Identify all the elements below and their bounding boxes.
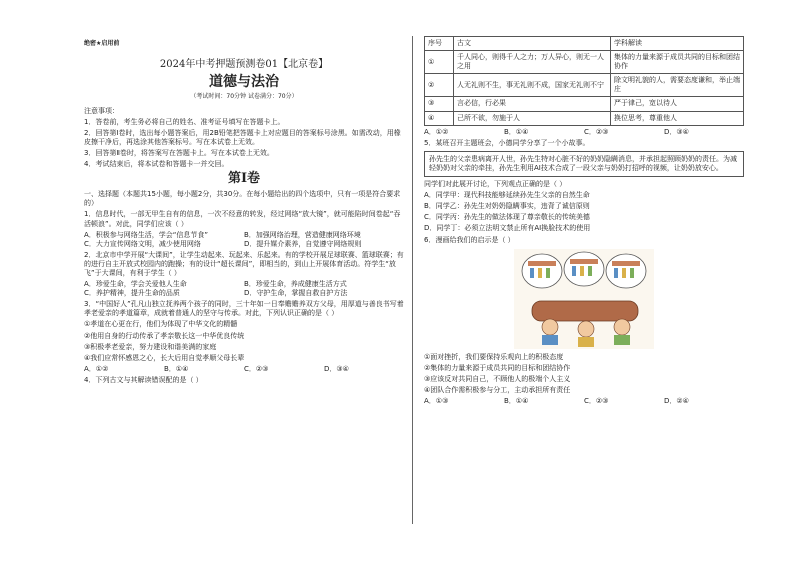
table-cell: 言必信，行必果 [454, 97, 611, 111]
question-3-stem: 3．“中国好人”孔凡山独立抚养两个孩子的同时，三十年如一日奉赡赡养双方父母，用厚道与善良书写着孝老爱亲的孝道篇章，成就着普通人的坚守与传承。对此，下列认识正确的是（ ） [84, 300, 404, 318]
option-d[interactable]: D．提升媒介素养，自觉遵守网络规则 [244, 239, 362, 248]
cartoon-illustration [514, 249, 654, 349]
right-column [424, 36, 744, 406]
question-1-options [84, 231, 404, 249]
exam-meta: （考试时间：70分钟 试卷满分：70分） [190, 92, 298, 100]
note-item: 4．考试结束后，将本试卷和答题卡一并交回。 [84, 160, 229, 169]
thought-bubble-left [522, 254, 562, 288]
option-c[interactable]: C．大力宣传网络文明，减少使用网络 [84, 239, 201, 248]
option-a[interactable]: A．积极参与网络生活，学会“信息节食” [84, 230, 209, 239]
table-cell: ① [425, 51, 454, 74]
table-row [425, 51, 744, 74]
table-header: 古文 [454, 37, 611, 51]
option-c[interactable]: C．②③ [584, 396, 609, 405]
notes-heading: 注意事项： [84, 106, 119, 115]
table-row [425, 111, 744, 125]
table-cell: 千人同心，则得千人之力；万人异心，则无一人之用 [454, 51, 611, 74]
question-2-stem: 2．北京市中学开展“大课间”，让学生动起来、玩起来、乐起来。有的学校开展足球联赛、篮球联赛；有的进行自主开放式校园内的跑操；有的设计“超长课间”，即相当的，到山上开展体育活动。符学生“放飞”于大课间，有利于学生（ ） [84, 250, 404, 277]
statement-item: ②集体的力量来源于成员共同的目标和团结协作 [424, 363, 571, 372]
option-d[interactable]: D．③④ [664, 127, 689, 136]
person-middle [578, 321, 594, 337]
section-title: 第Ⅰ卷 [227, 171, 261, 187]
option-d[interactable]: D．守护生命，掌握自救自护方法 [244, 289, 348, 298]
option-a[interactable]: A．①② [424, 127, 449, 136]
thought-bubble-middle [564, 252, 604, 286]
subject-title: 道德与法治 [209, 73, 279, 90]
statement-item: ②他用自身的行动传承了孝亲敬长这一中华优良传统 [84, 331, 245, 340]
question-2-options [84, 280, 404, 298]
table-cell: 人无礼则不生，事无礼则不成，国家无礼则不宁 [454, 74, 611, 97]
person-left [542, 319, 558, 335]
question-6-stem: 6．漫画给我们的启示是（ ） [424, 235, 515, 244]
log-shape [532, 301, 638, 321]
statement-item: ④团队合作需积极参与分工，主动承担所有责任 [424, 385, 571, 394]
question-1-stem: 1．信息时代，一部无甲生自有的信息，一次不经意的转发，经过网络“放大镜”，就可能陷时间卷起“吞活顿浪”。对此，同学们应该（ ） [84, 210, 401, 228]
note-item: 1．答卷前，考生务必将自己的姓名、准考证号填写在答题卡上。 [84, 117, 285, 126]
person-right [614, 319, 630, 335]
option-a[interactable]: A．①③ [424, 396, 449, 405]
statement-item: ③应该反对共同自己，不顾他人的极端个人主义 [424, 374, 571, 383]
section-intro: 一、选择题（本题共15小题，每小题2分，共30分。在每小题给出的四个选项中，只有一项是符合要求的） [84, 190, 401, 208]
option-b[interactable]: B．珍爱生命，养成健康生活方式 [244, 280, 347, 289]
table-cell: 严于律己，宽以待人 [611, 97, 744, 111]
option-a[interactable]: A．珍爱生命，学会关爱他人生命 [84, 280, 187, 289]
table-cell: 除文明礼貌的人，需要态度谦和，举止端庄 [611, 74, 744, 97]
question-4-stem: 4．下列古文与其解读错误配的是（ ） [84, 375, 203, 384]
question-6-options [424, 397, 744, 406]
option-b[interactable]: B．加强网络治理，营造健康网络环境 [244, 230, 361, 239]
statement-item: ③积极孝老爱亲，努力建设和谐美满的家庭 [84, 342, 217, 351]
secret-mark: 绝密★启用前 [84, 40, 120, 47]
option-c[interactable]: C．同学丙：孙先生的做法体现了尊亲敬长的传统美德 [424, 213, 590, 222]
option-b[interactable]: B．①④ [504, 396, 529, 405]
table-cell: ③ [425, 97, 454, 111]
exam-title: 2024年中考押题预测卷01【北京卷】 [159, 58, 329, 70]
statement-item: ①孝道在心更在行，他们为体现了中华文化的精髓 [84, 320, 238, 329]
story-box: 孙先生的父亲患病离开人世，孙先生特对心脏不好的奶奶隐瞒消息，并承担起照顾奶奶的责任。为减轻奶奶对父亲的牵挂，孙先生利用AI技术合成了一段父亲与奶奶打招呼的视频，让奶奶放安心。 [424, 151, 744, 177]
table-cell: 集体的力量来源于成员共同的目标和团结协作 [611, 51, 744, 74]
question-5-lead: 同学们对此展开讨论，下列观点正确的是（ ） [424, 180, 567, 189]
table-row [425, 74, 744, 97]
option-b[interactable]: B．同学乙：孙先生对奶奶隐瞒事实，违背了诚信原则 [424, 202, 590, 211]
note-item: 3．回答第Ⅱ卷时，将答案写在答题卡上。写在本试卷上无效。 [84, 149, 274, 158]
column-divider [412, 36, 413, 524]
thought-bubble-right [606, 254, 646, 288]
option-a[interactable]: A．同学甲：现代科技能够延续孙先生父亲的自然生命 [424, 191, 590, 200]
option-c[interactable]: C．养护精神，提升生命的品质 [84, 289, 180, 298]
option-c[interactable]: C．②③ [244, 364, 269, 373]
left-column [84, 40, 404, 387]
option-d[interactable]: D．②④ [664, 396, 689, 405]
table-cell: 换位思考，尊重他人 [611, 111, 744, 125]
table-cell: 己所不欲，勿施于人 [454, 111, 611, 125]
option-b[interactable]: B．①④ [504, 127, 529, 136]
statement-item: ④我们应常怀感恩之心，长大后用自觉孝顺父母长辈 [84, 353, 245, 362]
option-d[interactable]: D．同学丁：必须立法明文禁止所有AI换脸技术的使用 [424, 224, 591, 233]
question-3-options [84, 365, 404, 374]
question-4-options [424, 128, 744, 137]
table-header: 学科解读 [611, 37, 744, 51]
statement-item: ①面对挫折，我们要保持乐观向上的积极态度 [424, 352, 564, 361]
table-header-row [425, 37, 744, 51]
table-row [425, 97, 744, 111]
option-c[interactable]: C．②③ [584, 127, 609, 136]
option-d[interactable]: D．③④ [324, 364, 349, 373]
table-cell: ④ [425, 111, 454, 125]
note-item: 2．回答第Ⅰ卷时，选出每小题答案后，用2B铅笔把答题卡上对应题目的答案标号涂黑。如需改动，用橡皮擦干净后，再选涂其他答案标号。写在本试卷上无效。 [84, 128, 401, 147]
option-b[interactable]: B．①④ [164, 364, 189, 373]
table-header: 序号 [425, 37, 454, 51]
option-a[interactable]: A．①② [84, 364, 109, 373]
question-5-stem: 5．某班召开主题班会，小德同学分享了一个小故事。 [424, 138, 590, 147]
table-cell: ② [425, 74, 454, 97]
classics-table [424, 36, 744, 126]
